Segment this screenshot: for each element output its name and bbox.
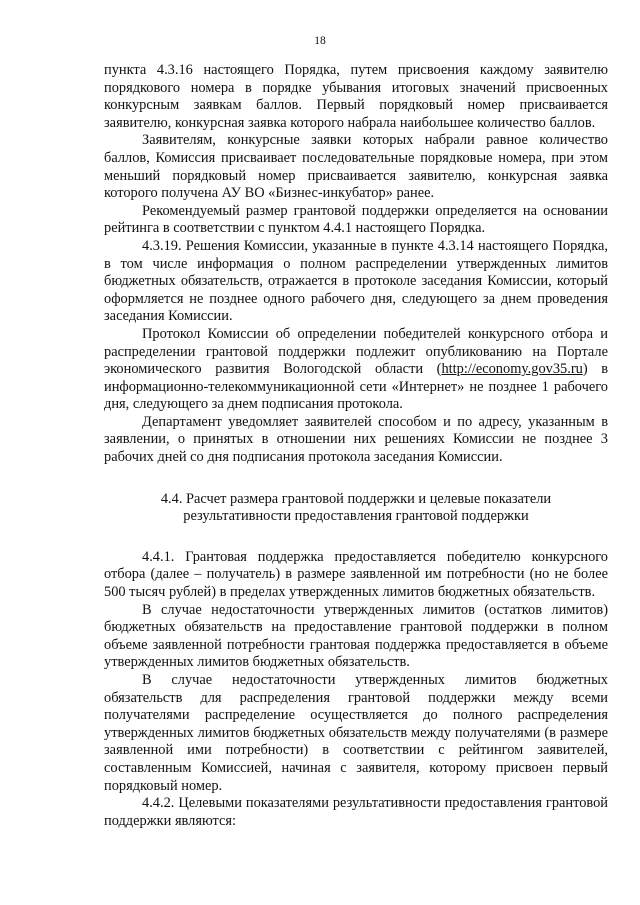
section-heading-4-4 <box>104 491 608 526</box>
paragraph-ranking-order: пункта 4.3.16 настоящего Порядка, путем присвоения каждому заявителю порядкового номера в порядке убывания итоговых значений присвоенных конкурсным заявкам баллов. Первый порядковый номер присваивается заявителю, конкурсная заявка которого набрала наибольшее количество баллов. <box>104 62 608 131</box>
paragraph-protocol-publication <box>104 326 608 414</box>
section-heading-line-1: 4.4. Расчет размера грантовой поддержки и целевые показатели <box>160 490 552 507</box>
protocol-text-after-link: ) в информационно-телекоммуникационной сети «Интернет» не позднее 1 рабочего дня, следующего за днем подписания протокола. <box>104 361 608 413</box>
paragraph-department-notification: Департамент уведомляет заявителей способом и по адресу, указанным в заявлении, о принятых в отношении них решениях Комиссии не позднее 3 рабочих дней со дня подписания протокола заседания Комиссии. <box>104 413 608 466</box>
paragraph-4-4-2: 4.4.2. Целевыми показателями результативности предоставления грантовой поддержки являются: <box>104 795 608 829</box>
economy-portal-link[interactable]: http://economy.gov35.ru <box>441 361 583 378</box>
page-number: 18 <box>314 35 326 47</box>
paragraph-distribution-by-rating: В случае недостаточности утвержденных лимитов бюджетных обязательств для распределения грантовой поддержки между всеми получателями распределение осуществляется до полного распределения утвержденных лимитов бюджетных обязательств между получателями (в размере заявленной ими потребности) в соответствии с рейтингом заявителей, составленным Комиссией, начиная с заявителя, которому присвоен первый порядковый номер. <box>104 672 608 794</box>
paragraph-insufficient-limits: В случае недостаточности утвержденных лимитов (остатков лимитов) бюджетных обязательств на предоставление грантовой поддержки в полном объеме заявленной потребности грантовая поддержка предоставляется в объеме утвержденных лимитов бюджетных обязательств. <box>104 601 608 671</box>
document-body <box>104 62 608 830</box>
paragraph-recommended-size: Рекомендуемый размер грантовой поддержки определяется на основании рейтинга в соответствии с пунктом 4.4.1 настоящего Порядка. <box>104 202 608 237</box>
protocol-text-before-link: Протокол Комиссии об определении победителей конкурсного отбора и распределении грантовой поддержки подлежит опубликованию на Портале экономического развития Вологодской области ( <box>104 325 608 378</box>
paragraph-4-3-19: 4.3.19. Решения Комиссии, указанные в пункте 4.3.14 настоящего Порядка, в том числе информация о полном распределении утвержденных лимитов бюджетных обязательств, отражается в протоколе заседания Комиссии, который оформляется не позднее одного рабочего дня, следующего за днем проведения заседания Комиссии. <box>104 237 608 325</box>
paragraph-equal-scores: Заявителям, конкурсные заявки которых набрали равное количество баллов, Комиссия присваивает последовательные порядковые номера, при этом меньший порядковый номер присваивается заявителю, конкурсная заявка которого получена АУ ВО «Бизнес-инкубатор» ранее. <box>104 132 608 202</box>
section-heading-line-2: результативности предоставления грантовой поддержки <box>183 508 529 525</box>
paragraph-4-4-1: 4.4.1. Грантовая поддержка предоставляется победителю конкурсного отбора (далее – получатель) в размере заявленной им потребности (но не более 500 тысяч рублей) в пределах утвержденных лимитов бюджетных обязательств. <box>104 548 608 601</box>
